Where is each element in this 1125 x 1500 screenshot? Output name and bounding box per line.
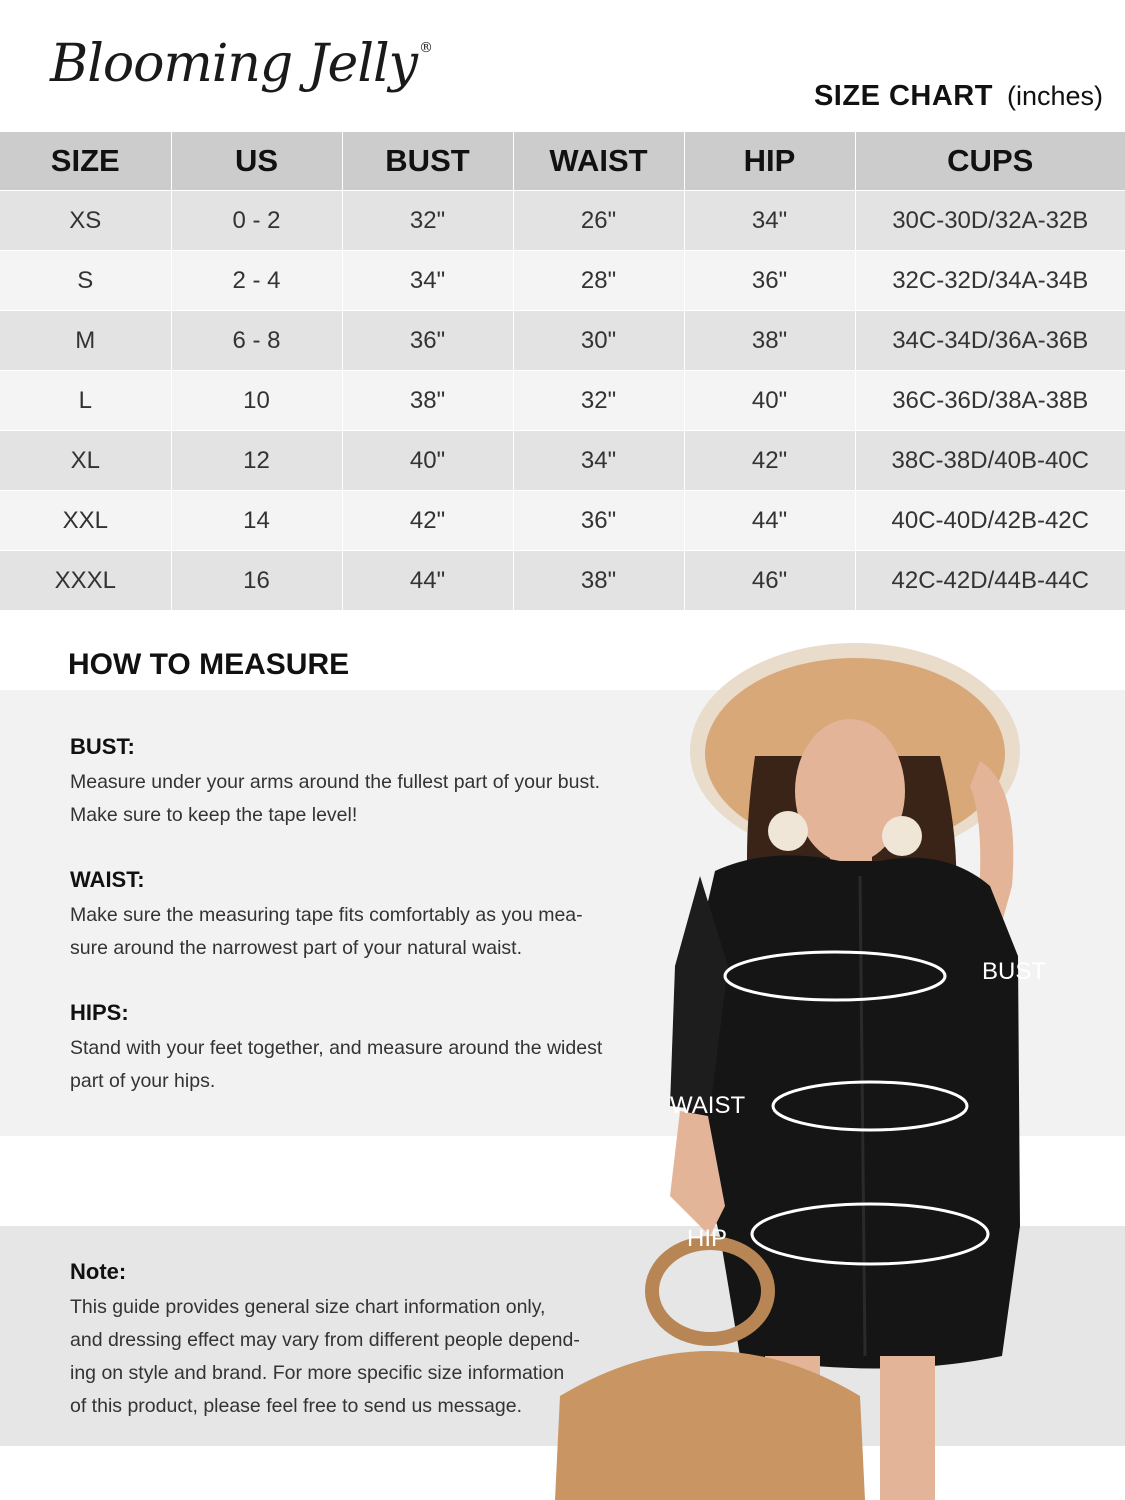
right-leg bbox=[880, 1356, 935, 1500]
cell-waist: 38" bbox=[513, 551, 684, 611]
bust-label: BUST bbox=[982, 958, 1047, 985]
waist-heading: WAIST: bbox=[70, 867, 145, 892]
cell-us: 2 - 4 bbox=[171, 251, 342, 311]
cell-size: XL bbox=[0, 431, 171, 491]
cell-size: S bbox=[0, 251, 171, 311]
right-earring bbox=[882, 816, 922, 856]
cell-waist: 36" bbox=[513, 491, 684, 551]
size-chart-unit: (inches) bbox=[1006, 81, 1103, 111]
cell-waist: 32" bbox=[513, 371, 684, 431]
cell-waist: 30" bbox=[513, 311, 684, 371]
cell-us: 0 - 2 bbox=[171, 191, 342, 251]
brand-name: Blooming Jelly bbox=[50, 34, 417, 94]
cell-cups: 34C-34D/36A-36B bbox=[855, 311, 1125, 371]
cell-waist: 28" bbox=[513, 251, 684, 311]
waist-label: WAIST bbox=[670, 1092, 746, 1119]
left-earring bbox=[768, 811, 808, 851]
cell-size: M bbox=[0, 311, 171, 371]
size-chart-heading bbox=[814, 80, 1103, 113]
cell-hip: 36" bbox=[684, 251, 855, 311]
cell-waist: 26" bbox=[513, 191, 684, 251]
hips-heading: HIPS: bbox=[70, 1000, 129, 1025]
hips-line-2: part of your hips. bbox=[70, 1070, 216, 1092]
note-line-4: of this product, please feel free to send us message. bbox=[70, 1395, 523, 1417]
cell-size: XXXL bbox=[0, 551, 171, 611]
hips-line-1: Stand with your feet together, and measure around the widest bbox=[70, 1037, 603, 1059]
note-block bbox=[70, 1259, 630, 1423]
cell-cups: 40C-40D/42B-42C bbox=[855, 491, 1125, 551]
cell-bust: 38" bbox=[342, 371, 513, 431]
cell-hip: 40" bbox=[684, 371, 855, 431]
note-line-1: This guide provides general size chart information only, bbox=[70, 1296, 546, 1318]
cell-bust: 42" bbox=[342, 491, 513, 551]
cell-size: XXL bbox=[0, 491, 171, 551]
table-row bbox=[0, 431, 1125, 491]
hip-label: HIP bbox=[687, 1225, 728, 1252]
column-header-cups: CUPS bbox=[855, 132, 1125, 191]
table-row bbox=[0, 491, 1125, 551]
cell-bust: 40" bbox=[342, 431, 513, 491]
cell-us: 6 - 8 bbox=[171, 311, 342, 371]
model-photo bbox=[550, 636, 1125, 1500]
cell-us: 12 bbox=[171, 431, 342, 491]
table-row bbox=[0, 251, 1125, 311]
cell-hip: 46" bbox=[684, 551, 855, 611]
column-header-hip: HIP bbox=[684, 132, 855, 191]
cell-waist: 34" bbox=[513, 431, 684, 491]
cell-cups: 30C-30D/32A-32B bbox=[855, 191, 1125, 251]
brand-logo bbox=[50, 34, 432, 94]
cell-us: 16 bbox=[171, 551, 342, 611]
table-header-row bbox=[0, 132, 1125, 191]
waist-line-1: Make sure the measuring tape fits comfortably as you mea- bbox=[70, 904, 583, 926]
cell-cups: 32C-32D/34A-34B bbox=[855, 251, 1125, 311]
size-chart-table bbox=[0, 132, 1125, 610]
column-header-us: US bbox=[171, 132, 342, 191]
bust-line-1: Measure under your arms around the fullest part of your bust. bbox=[70, 771, 601, 793]
bust-heading: BUST: bbox=[70, 734, 135, 759]
cell-bust: 44" bbox=[342, 551, 513, 611]
cell-bust: 36" bbox=[342, 311, 513, 371]
table-row bbox=[0, 371, 1125, 431]
table-row bbox=[0, 311, 1125, 371]
cell-bust: 34" bbox=[342, 251, 513, 311]
note-heading: Note: bbox=[70, 1259, 127, 1284]
column-header-waist: WAIST bbox=[513, 132, 684, 191]
table-row bbox=[0, 551, 1125, 611]
cell-us: 14 bbox=[171, 491, 342, 551]
table-row bbox=[0, 191, 1125, 251]
how-to-measure-title: HOW TO MEASURE bbox=[68, 648, 350, 681]
cell-hip: 38" bbox=[684, 311, 855, 371]
cell-hip: 42" bbox=[684, 431, 855, 491]
cell-size: L bbox=[0, 371, 171, 431]
registered-mark: ® bbox=[418, 40, 432, 56]
waist-line-2: sure around the narrowest part of your natural waist. bbox=[70, 937, 522, 959]
column-header-size: SIZE bbox=[0, 132, 171, 191]
cell-size: XS bbox=[0, 191, 171, 251]
column-header-bust: BUST bbox=[342, 132, 513, 191]
cell-hip: 34" bbox=[684, 191, 855, 251]
cell-bust: 32" bbox=[342, 191, 513, 251]
note-line-2: and dressing effect may vary from different people depend- bbox=[70, 1329, 580, 1351]
cell-cups: 38C-38D/40B-40C bbox=[855, 431, 1125, 491]
note-line-3: ing on style and brand. For more specific size information bbox=[70, 1362, 565, 1384]
size-chart-title: SIZE CHART bbox=[813, 80, 993, 112]
bust-line-2: Make sure to keep the tape level! bbox=[70, 804, 358, 826]
cell-hip: 44" bbox=[684, 491, 855, 551]
cell-cups: 36C-36D/38A-38B bbox=[855, 371, 1125, 431]
cell-cups: 42C-42D/44B-44C bbox=[855, 551, 1125, 611]
cell-us: 10 bbox=[171, 371, 342, 431]
